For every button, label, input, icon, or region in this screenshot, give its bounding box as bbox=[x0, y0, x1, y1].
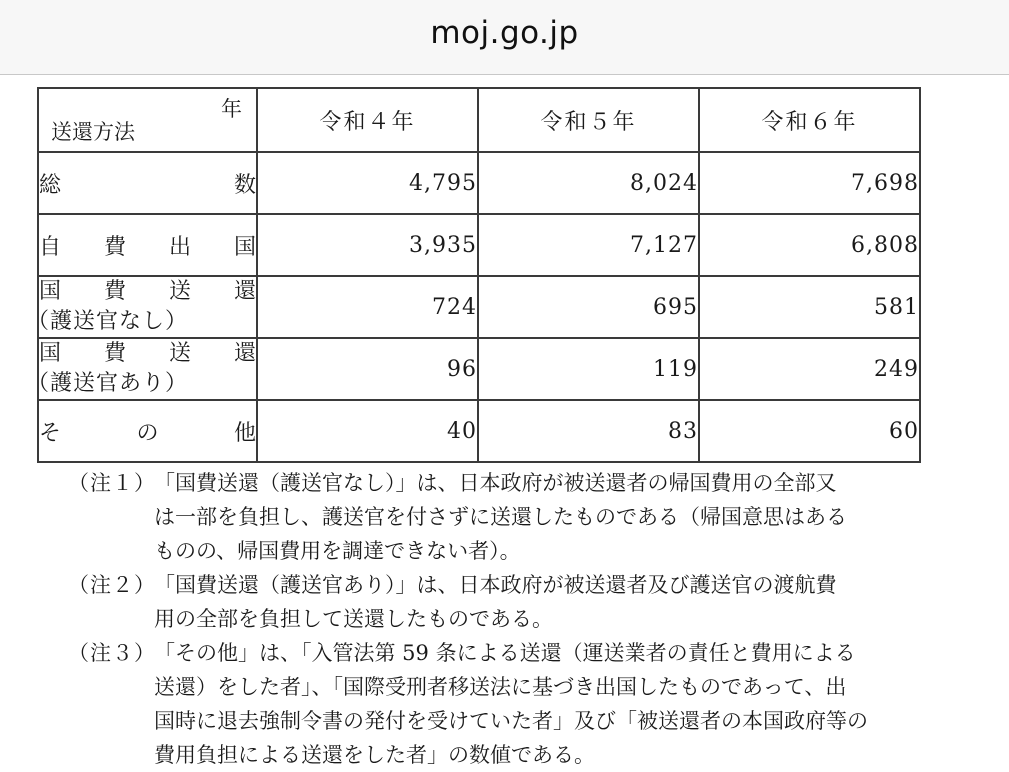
footnote-body bbox=[154, 568, 978, 636]
footnote-body bbox=[154, 466, 978, 568]
footnote-body bbox=[154, 636, 978, 772]
table-row bbox=[38, 338, 920, 400]
corner-year-label: 年 bbox=[221, 97, 242, 121]
table-cell: 8,024 bbox=[478, 152, 699, 214]
row-label-cell bbox=[27, 338, 257, 400]
row-label-cell bbox=[27, 276, 257, 338]
row-label: 国 費 送 還 bbox=[39, 279, 256, 304]
footnote-line: 用の全部を負担して送還したものである。 bbox=[154, 607, 553, 631]
corner-method-label: 送還方法 bbox=[51, 120, 135, 144]
table-row bbox=[38, 276, 920, 338]
table-row bbox=[38, 214, 920, 276]
footnote-2 bbox=[68, 568, 978, 636]
row-label: 総 数 bbox=[39, 172, 256, 198]
table-cell: 581 bbox=[699, 276, 920, 338]
domain-label[interactable]: moj.go.jp bbox=[430, 15, 579, 51]
table-row bbox=[38, 400, 920, 462]
table-cell: 3,935 bbox=[257, 214, 478, 276]
year-header: 令和６年 bbox=[699, 88, 920, 152]
table-cell: 40 bbox=[257, 400, 478, 462]
table-header-row bbox=[38, 88, 920, 152]
row-label-cell bbox=[38, 152, 257, 214]
table-cell: 249 bbox=[699, 338, 920, 400]
row-label: そ の 他 bbox=[39, 420, 256, 446]
table-cell: 96 bbox=[257, 338, 478, 400]
footnote-mark: （注２） bbox=[68, 573, 156, 597]
footnote-line: 「その他」は、「入管法第 59 条による送還（運送業者の責任と費用による bbox=[154, 641, 856, 665]
table-cell: 4,795 bbox=[257, 152, 478, 214]
table-cell: 7,127 bbox=[478, 214, 699, 276]
footnote-line: ものの、帰国費用を調達できない者）。 bbox=[154, 539, 521, 563]
row-label-cell bbox=[38, 214, 257, 276]
table-cell: 724 bbox=[257, 276, 478, 338]
footnote-1 bbox=[68, 466, 978, 568]
table-cell: 83 bbox=[478, 400, 699, 462]
year-header: 令和４年 bbox=[257, 88, 478, 152]
table-cell: 7,698 bbox=[699, 152, 920, 214]
table-cell: 695 bbox=[478, 276, 699, 338]
row-sublabel: （護送官なし） bbox=[27, 309, 189, 334]
corner-header-cell bbox=[38, 88, 257, 152]
table-row bbox=[38, 152, 920, 214]
footnote-line: 「国費送還（護送官あり）」は、日本政府が被送還者及び護送官の渡航費 bbox=[154, 573, 837, 597]
table-cell: 6,808 bbox=[699, 214, 920, 276]
footnote-mark: （注３） bbox=[68, 641, 156, 665]
table-cell: 119 bbox=[478, 338, 699, 400]
address-bar[interactable] bbox=[0, 0, 1009, 75]
row-label-cell bbox=[38, 400, 257, 462]
footnote-mark: （注１） bbox=[68, 471, 156, 495]
row-label: 自 費 出 国 bbox=[39, 234, 256, 260]
footnote-line: 費用負担による送還をした者」の数値である。 bbox=[154, 743, 595, 767]
repatriation-table bbox=[27, 87, 921, 463]
footnote-line: 送還）をした者」、「国際受刑者移送法に基づき出国したものであって、出 bbox=[154, 675, 847, 699]
row-sublabel: （護送官あり） bbox=[27, 371, 189, 396]
footnote-line: は一部を負担し、護送官を付さずに送還したものである（帰国意思はある bbox=[154, 505, 847, 529]
table-cell: 60 bbox=[699, 400, 920, 462]
footnote-line: 「国費送還（護送官なし）」は、日本政府が被送還者の帰国費用の全部又 bbox=[154, 471, 837, 495]
footnote-3 bbox=[68, 636, 978, 772]
row-label: 国 費 送 還 bbox=[39, 341, 256, 366]
footnotes bbox=[68, 466, 978, 772]
year-header: 令和５年 bbox=[478, 88, 699, 152]
footnote-line: 国時に退去強制令書の発付を受けていた者」及び「被送還者の本国政府等の bbox=[154, 709, 868, 733]
